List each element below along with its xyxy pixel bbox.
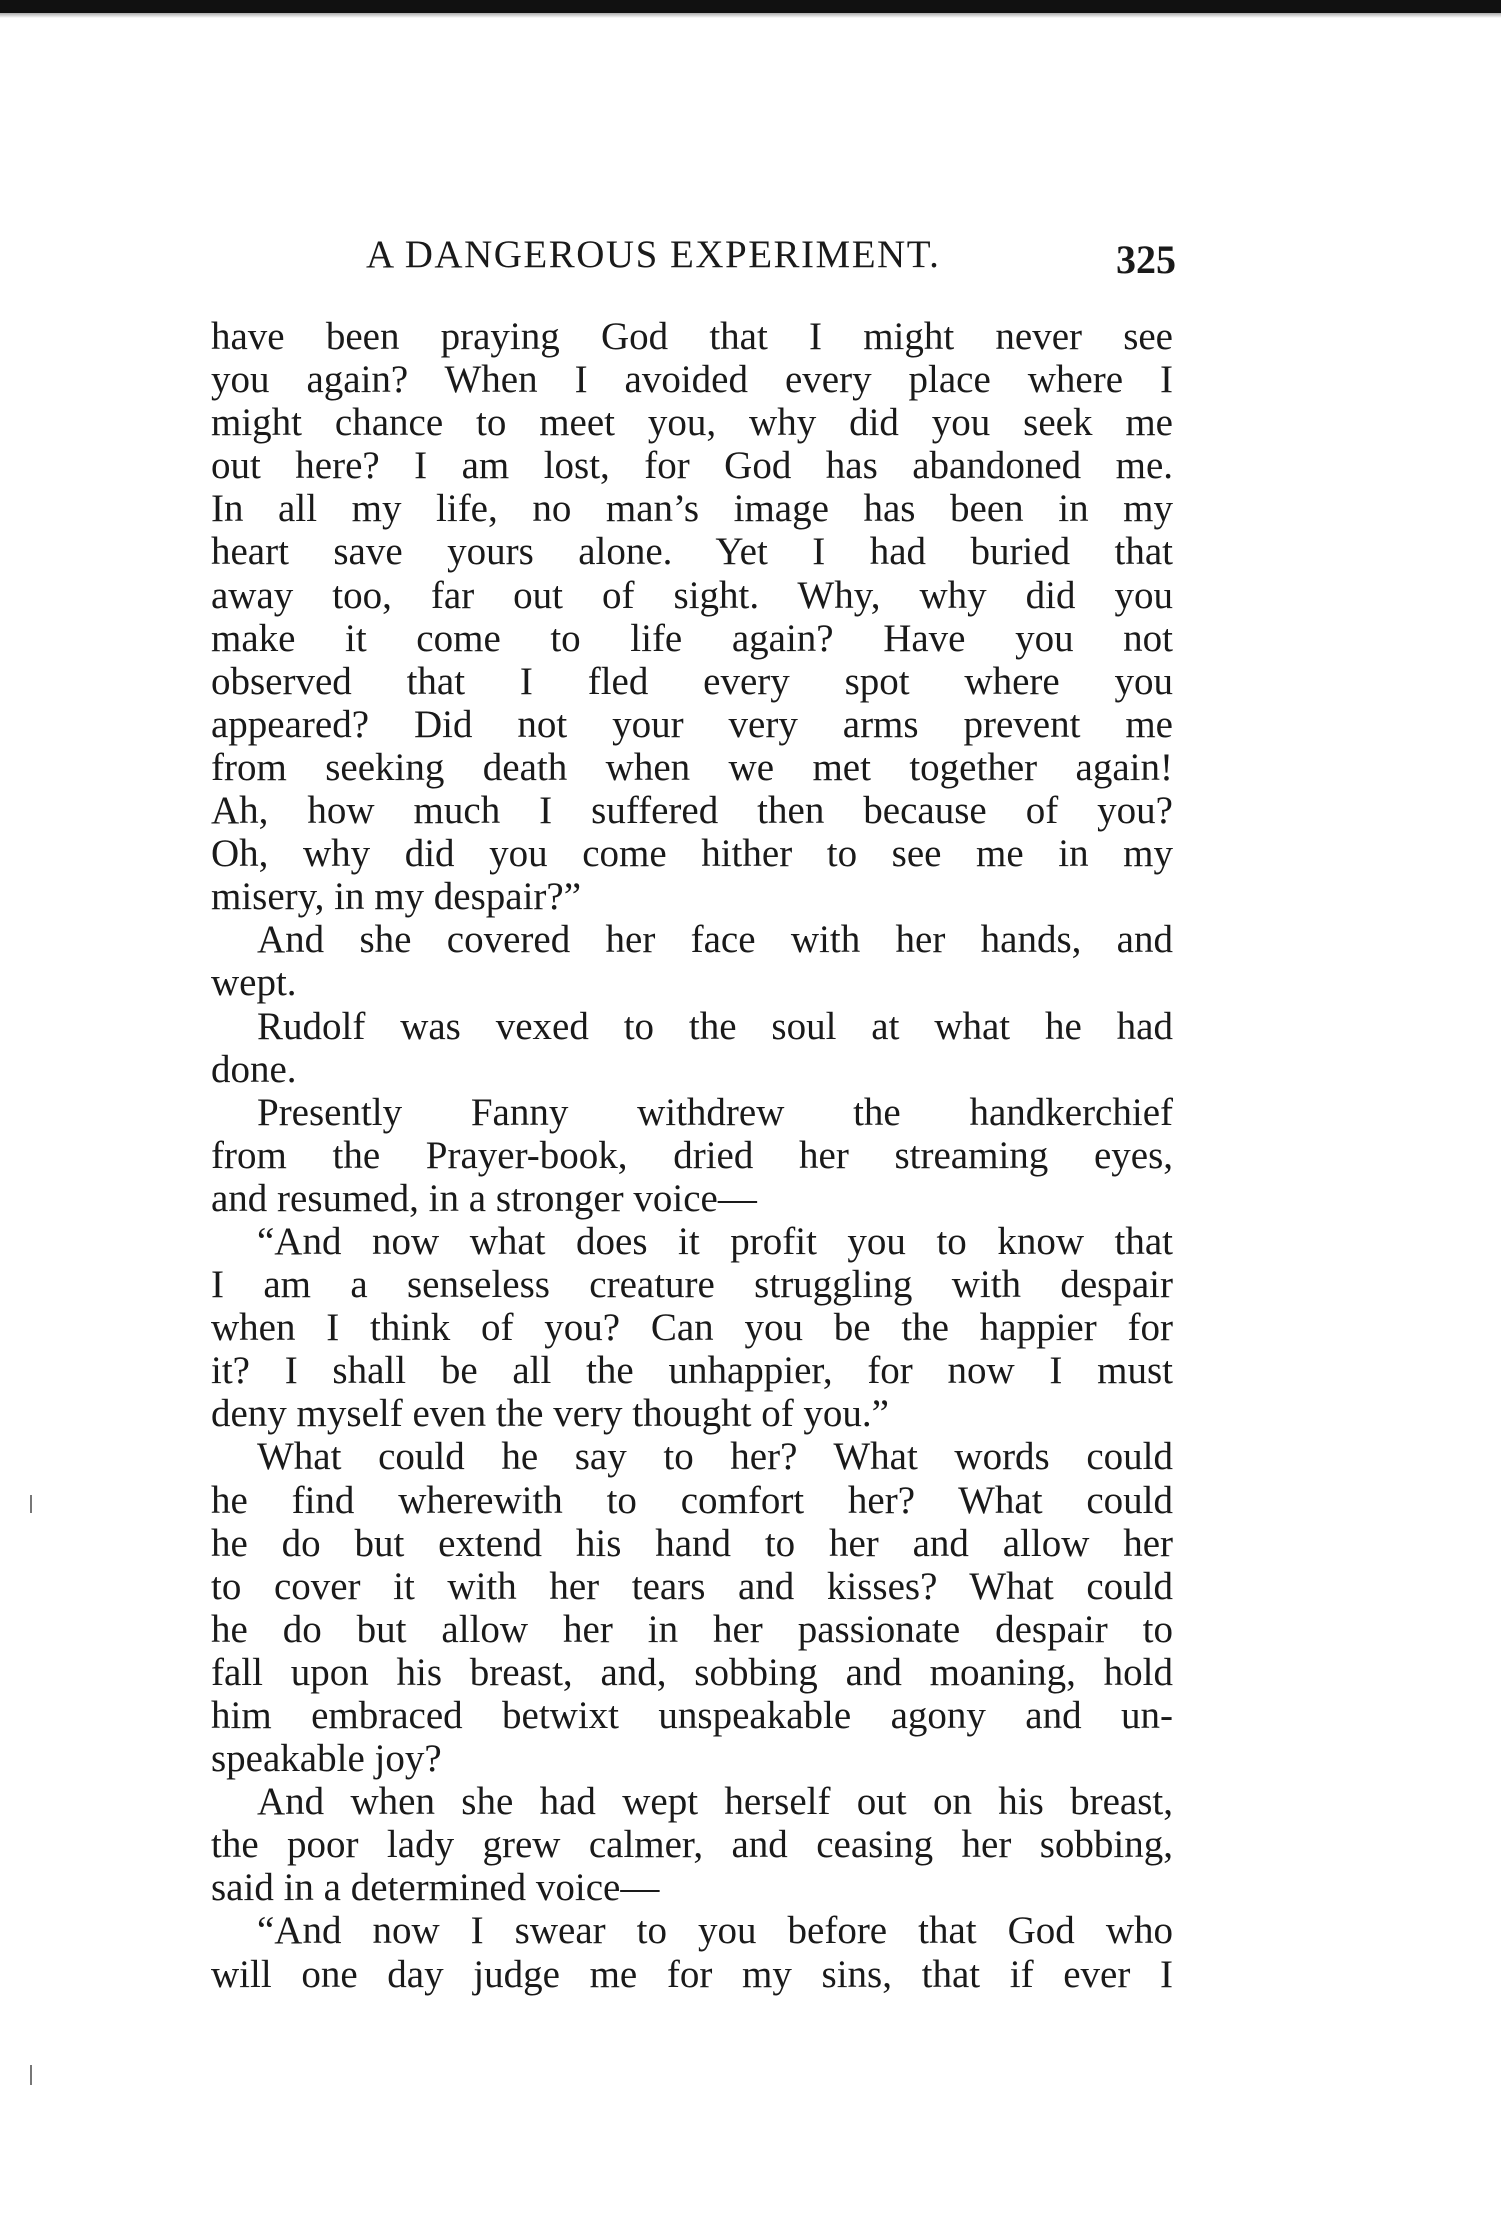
text-line: What could he say to her? What words could xyxy=(257,1435,1173,1479)
text-line: the poor lady grew calmer, and ceasing her sobbing, xyxy=(211,1823,1173,1867)
text-line: Ah, how much I suffered then because of you? xyxy=(211,789,1173,833)
text-line: Rudolf was vexed to the soul at what he had xyxy=(257,1004,1173,1048)
text-line: Oh, why did you come hither to see me in my xyxy=(211,832,1173,876)
text-line: wept. xyxy=(211,961,297,1005)
text-line: have been praying God that I might never see xyxy=(211,315,1173,358)
text-line: he do but extend his hand to her and allow her xyxy=(211,1521,1173,1565)
body-text xyxy=(211,315,1173,1996)
text-line: to cover it with her tears and kisses? What could xyxy=(211,1564,1173,1608)
text-line: him embraced betwixt unspeakable agony and un- xyxy=(211,1694,1173,1737)
text-line: will one day judge me for my sins, that if ever I xyxy=(211,1952,1173,1996)
page-header xyxy=(366,232,1176,282)
text-line: away too, far out of sight. Why, why did you xyxy=(211,573,1173,617)
running-title: A DANGEROUS EXPERIMENT. xyxy=(366,233,941,276)
margin-mark xyxy=(30,1495,32,1513)
text-line: speakable joy? xyxy=(211,1737,442,1781)
text-line: “And now what does it profit you to know that xyxy=(257,1219,1173,1263)
text-line: “And now I swear to you before that God who xyxy=(257,1909,1173,1953)
text-line: heart save yours alone. Yet I had buried that xyxy=(211,530,1173,574)
text-line: it? I shall be all the unhappier, for now I must xyxy=(211,1349,1173,1393)
text-line: In all my life, no man’s image has been in my xyxy=(211,487,1173,531)
top-scan-border xyxy=(0,0,1501,13)
text-line: misery, in my despair?” xyxy=(211,875,582,919)
margin-mark xyxy=(30,2065,32,2085)
text-line: when I think of you? Can you be the happier for xyxy=(211,1306,1173,1350)
text-line: and resumed, in a stronger voice— xyxy=(211,1176,757,1220)
text-line: Presently Fanny withdrew the handkerchief xyxy=(257,1090,1173,1134)
text-line: might chance to meet you, why did you seek me xyxy=(211,401,1173,445)
text-line: appeared? Did not your very arms prevent me xyxy=(211,702,1173,746)
text-line: fall upon his breast, and, sobbing and moaning, hold xyxy=(211,1650,1173,1694)
top-scan-shadow xyxy=(0,13,1501,18)
text-line: he find wherewith to comfort her? What could xyxy=(211,1478,1173,1522)
text-line: And she covered her face with her hands, and xyxy=(257,918,1173,962)
text-line: from seeking death when we met together again! xyxy=(211,745,1173,789)
text-line: deny myself even the very thought of you.” xyxy=(211,1392,889,1436)
text-line: out here? I am lost, for God has abandoned me. xyxy=(211,444,1173,488)
text-line: said in a determined voice— xyxy=(211,1866,660,1910)
text-line: And when she had wept herself out on his breast, xyxy=(257,1780,1173,1824)
text-line: done. xyxy=(211,1047,297,1091)
text-line: you again? When I avoided every place where I xyxy=(211,358,1173,402)
text-line: observed that I fled every spot where you xyxy=(211,659,1173,703)
text-line: make it come to life again? Have you not xyxy=(211,616,1173,660)
text-line: from the Prayer-book, dried her streaming eyes, xyxy=(211,1133,1173,1177)
text-line: I am a senseless creature struggling with despair xyxy=(211,1263,1173,1307)
page-number: 325 xyxy=(1116,237,1176,282)
text-line: he do but allow her in her passionate despair to xyxy=(211,1607,1173,1651)
